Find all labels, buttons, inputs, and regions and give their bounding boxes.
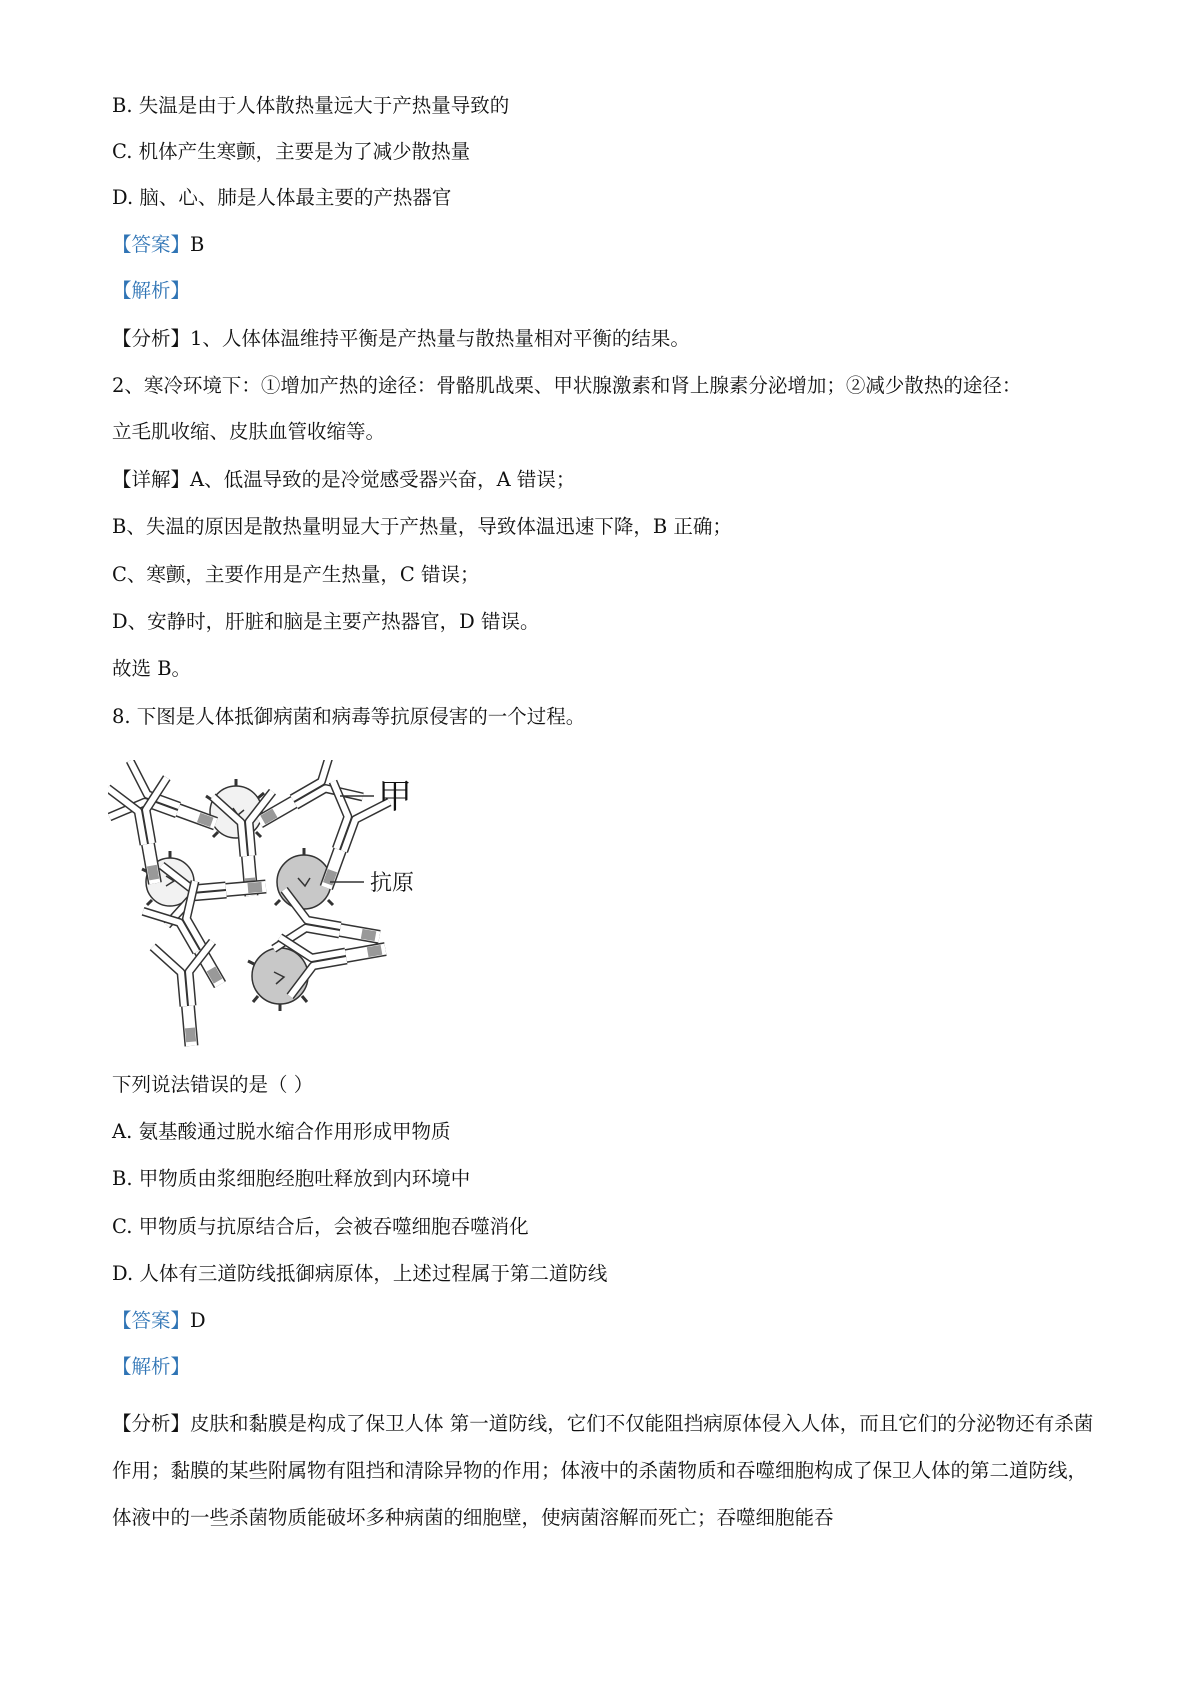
q8-stem: 8. 下图是人体抵御病菌和病毒等抗原侵害的一个过程。	[112, 705, 586, 728]
q8-fenxi	[112, 1400, 1106, 1541]
fenxi-label: 【分析】	[112, 1412, 191, 1435]
q7-xiangjie-c: C、寒颤，主要作用是产生热量，C 错误；	[112, 563, 480, 586]
label-antigen: 抗原	[370, 871, 415, 896]
answer-value: B	[190, 233, 205, 256]
answer-label: 【答案】	[112, 1309, 191, 1332]
q8-option-d: D. 人体有三道防线抵御病原体，上述过程属于第二道防线	[112, 1262, 608, 1285]
q7-answer	[112, 231, 204, 259]
label-jia: 甲	[378, 777, 412, 817]
q7-option-b: B. 失温是由于人体散热量远大于产热量导致的	[112, 94, 510, 117]
q8-option-b: B. 甲物质由浆细胞经胞吐释放到内环境中	[112, 1167, 471, 1190]
fenxi-text-1: 1、人体体温维持平衡是产热量与散热量相对平衡的结果。	[190, 327, 690, 350]
q7-jiexi-label: 【解析】	[112, 279, 191, 302]
q8-option-c: C. 甲物质与抗原结合后，会被吞噬细胞吞噬消化	[112, 1215, 529, 1238]
figure-svg	[108, 760, 488, 1060]
antibody-antigen-figure	[108, 760, 488, 1060]
answer-label: 【答案】	[112, 233, 191, 256]
q7-xiangjie-d: D、安静时，肝脏和脑是主要产热器官，D 错误。	[112, 610, 540, 633]
q7-option-c: C. 机体产生寒颤，主要是为了减少散热量	[112, 140, 471, 163]
q8-jiexi-label: 【解析】	[112, 1355, 191, 1378]
q7-option-d: D. 脑、心、肺是人体最主要的产热器官	[112, 186, 452, 209]
q7-xiangjie	[112, 466, 575, 494]
q7-xiangjie-b: B、失温的原因是散热量明显大于产热量，导致体温迅速下降，B 正确；	[112, 515, 732, 538]
q7-fenxi-2a: 2、寒冷环境下：①增加产热的途径：骨骼肌战栗、甲状腺激素和肾上腺素分泌增加；②减少散热的途径：	[112, 374, 1022, 397]
fenxi-text: 皮肤和黏膜是构成了保卫人体 第一道防线，它们不仅能阻挡病原体侵入人体，而且它们的分泌物还有杀菌作用；黏膜的某些附属物有阻挡和清除异物的作用；体液中的杀菌物质和吞噬细胞构成了保卫人体的第二道防线，体液中的一些杀菌物质能破坏多种病菌的细胞壁，使病菌溶解而死亡；吞噬细胞能吞	[112, 1412, 1094, 1529]
answer-value: D	[190, 1309, 206, 1332]
xiangjie-a: A、低温导致的是冷觉感受器兴奋，A 错误；	[190, 468, 576, 491]
q7-fenxi-2b: 立毛肌收缩、皮肤血管收缩等。	[112, 420, 386, 443]
q8-answer	[112, 1307, 206, 1335]
q7-fenxi	[112, 325, 690, 353]
q7-conclusion: 故选 B。	[112, 657, 192, 680]
q8-question: 下列说法错误的是（ ）	[112, 1073, 314, 1096]
fenxi-label: 【分析】	[112, 327, 191, 350]
q8-option-a: A. 氨基酸通过脱水缩合作用形成甲物质	[112, 1120, 451, 1143]
xiangjie-label: 【详解】	[112, 468, 191, 491]
